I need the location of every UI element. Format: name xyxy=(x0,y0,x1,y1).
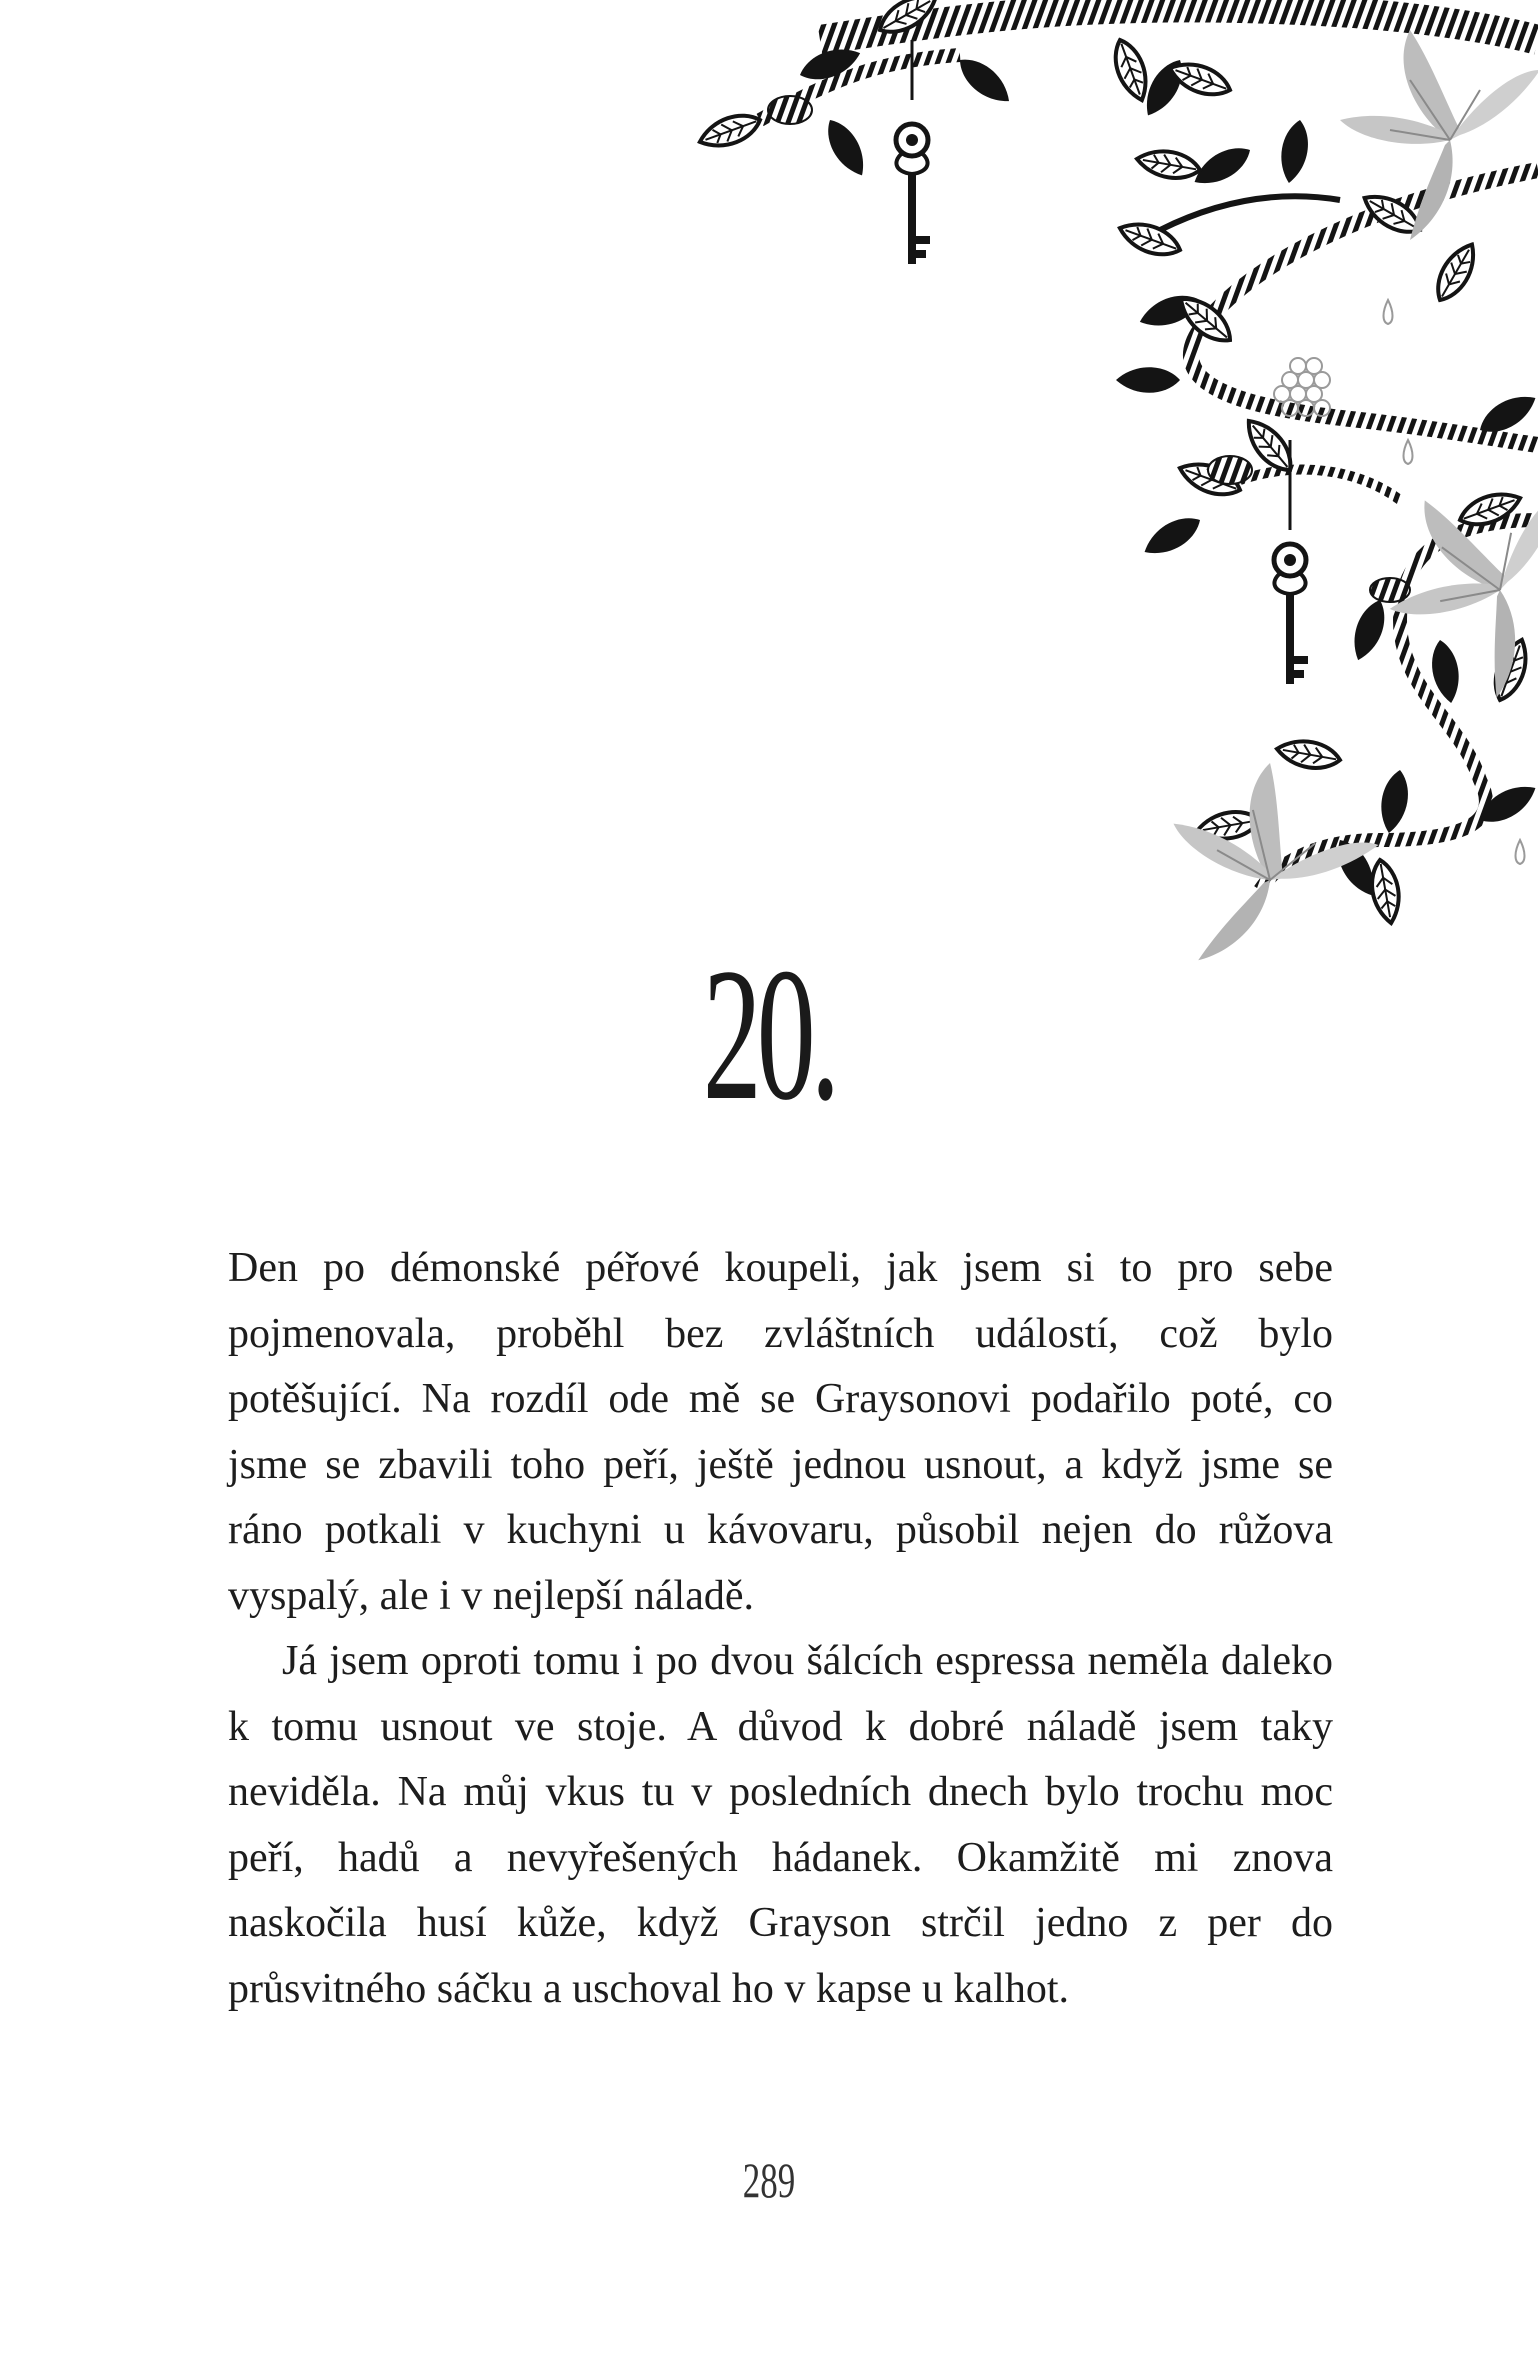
hanging-key-icon xyxy=(896,124,930,264)
page-number: 289 xyxy=(742,2152,796,2208)
hanging-key-icon xyxy=(1274,544,1308,684)
paragraph: Já jsem oproti tomu i po dvou šálcích espressa neměla daleko k tomu usnout ve stoje. A důvod k dobré náladě jsem taky neviděla. Na můj vkus tu v posledních dnech bylo trochu moc peří, hadů a nevyřešených hádanek. Okamžitě mi znova naskočila husí kůže, když Grayson strčil jedno z per do průsvitného sáčku a uschoval ho v kapse u kalhot. xyxy=(228,1638,1333,2012)
paragraph: Den po démonské péřové koupeli, jak jsem si to pro sebe pojmenovala, proběhl bez zvláštních událostí, což bylo potěšující. Na rozdíl ode mě se Graysonovi podařilo poté, co jsme se zbavili toho peří, ještě jednou usnout, a když jsme se ráno potkali v kuchyni u kávovaru, působil nejen do růžova vyspalý, ale i v nejlepší náladě. xyxy=(228,1245,1333,1619)
chapter-number: 20. xyxy=(702,930,836,1140)
chapter-body xyxy=(228,1236,1333,2022)
chapter-illustration xyxy=(0,0,1538,990)
